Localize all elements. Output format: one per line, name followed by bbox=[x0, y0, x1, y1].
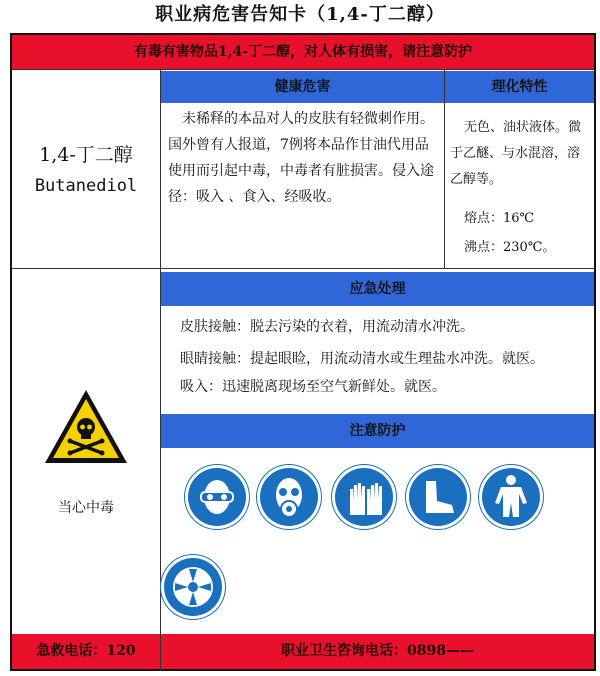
gas-mask-icon bbox=[257, 465, 321, 529]
substance-name-cell bbox=[12, 70, 160, 269]
health-hazard-heading: 健康危害 bbox=[161, 71, 444, 103]
emergency-line-inhalation: 吸入：迅速脱离现场至空气新鲜处。就医。 bbox=[180, 379, 446, 395]
emergency-line-eyes: 眼睛接触：提起眼睑，用流动清水或生理盐水冲洗。就医。 bbox=[180, 351, 544, 367]
consult-phone: 职业卫生咨询电话：0898—— bbox=[161, 634, 594, 669]
goggles-icon bbox=[185, 465, 249, 529]
substance-name-cn: 1,4-丁二醇 bbox=[39, 144, 133, 166]
page-title: 职业病危害告知卡（1,4-丁二醇） bbox=[155, 4, 445, 25]
properties-text: 无色、油状液体。微于乙醚、与水混溶，溶乙醇等。 bbox=[450, 120, 582, 187]
notice-card bbox=[10, 33, 596, 671]
protective-boots-icon bbox=[406, 465, 470, 529]
emergency-phone: 急救电话：120 bbox=[12, 634, 160, 669]
ventilation-fan-icon bbox=[161, 555, 225, 619]
gloves-icon bbox=[332, 465, 396, 529]
toxic-warning-icon bbox=[42, 387, 130, 467]
substance-name-en: Butanediol bbox=[34, 176, 138, 196]
melting-point: 熔点：16℃ bbox=[464, 211, 535, 226]
protective-suit-icon bbox=[479, 465, 543, 529]
properties-heading: 理化特性 bbox=[445, 71, 594, 103]
emergency-heading: 应急处理 bbox=[161, 272, 594, 306]
health-hazard-text: 未稀释的本品对人的皮肤有轻微刺作用。国外曾有人报道，7例将本品作甘油代用品使用而引起中毒，中毒者有脏损害。侵入途径：吸入 、食入、经吸收。 bbox=[168, 111, 434, 205]
boiling-point: 沸点：230℃。 bbox=[464, 240, 556, 255]
warning-banner: 有毒有害物品1,4-丁二醇，对人体有损害，请注意防护 bbox=[12, 35, 594, 69]
emergency-line-skin: 皮肤接触：脱去污染的衣着，用流动清水冲洗。 bbox=[180, 319, 474, 335]
protection-heading: 注意防护 bbox=[161, 414, 594, 448]
warning-sign-label: 当心中毒 bbox=[58, 500, 114, 516]
